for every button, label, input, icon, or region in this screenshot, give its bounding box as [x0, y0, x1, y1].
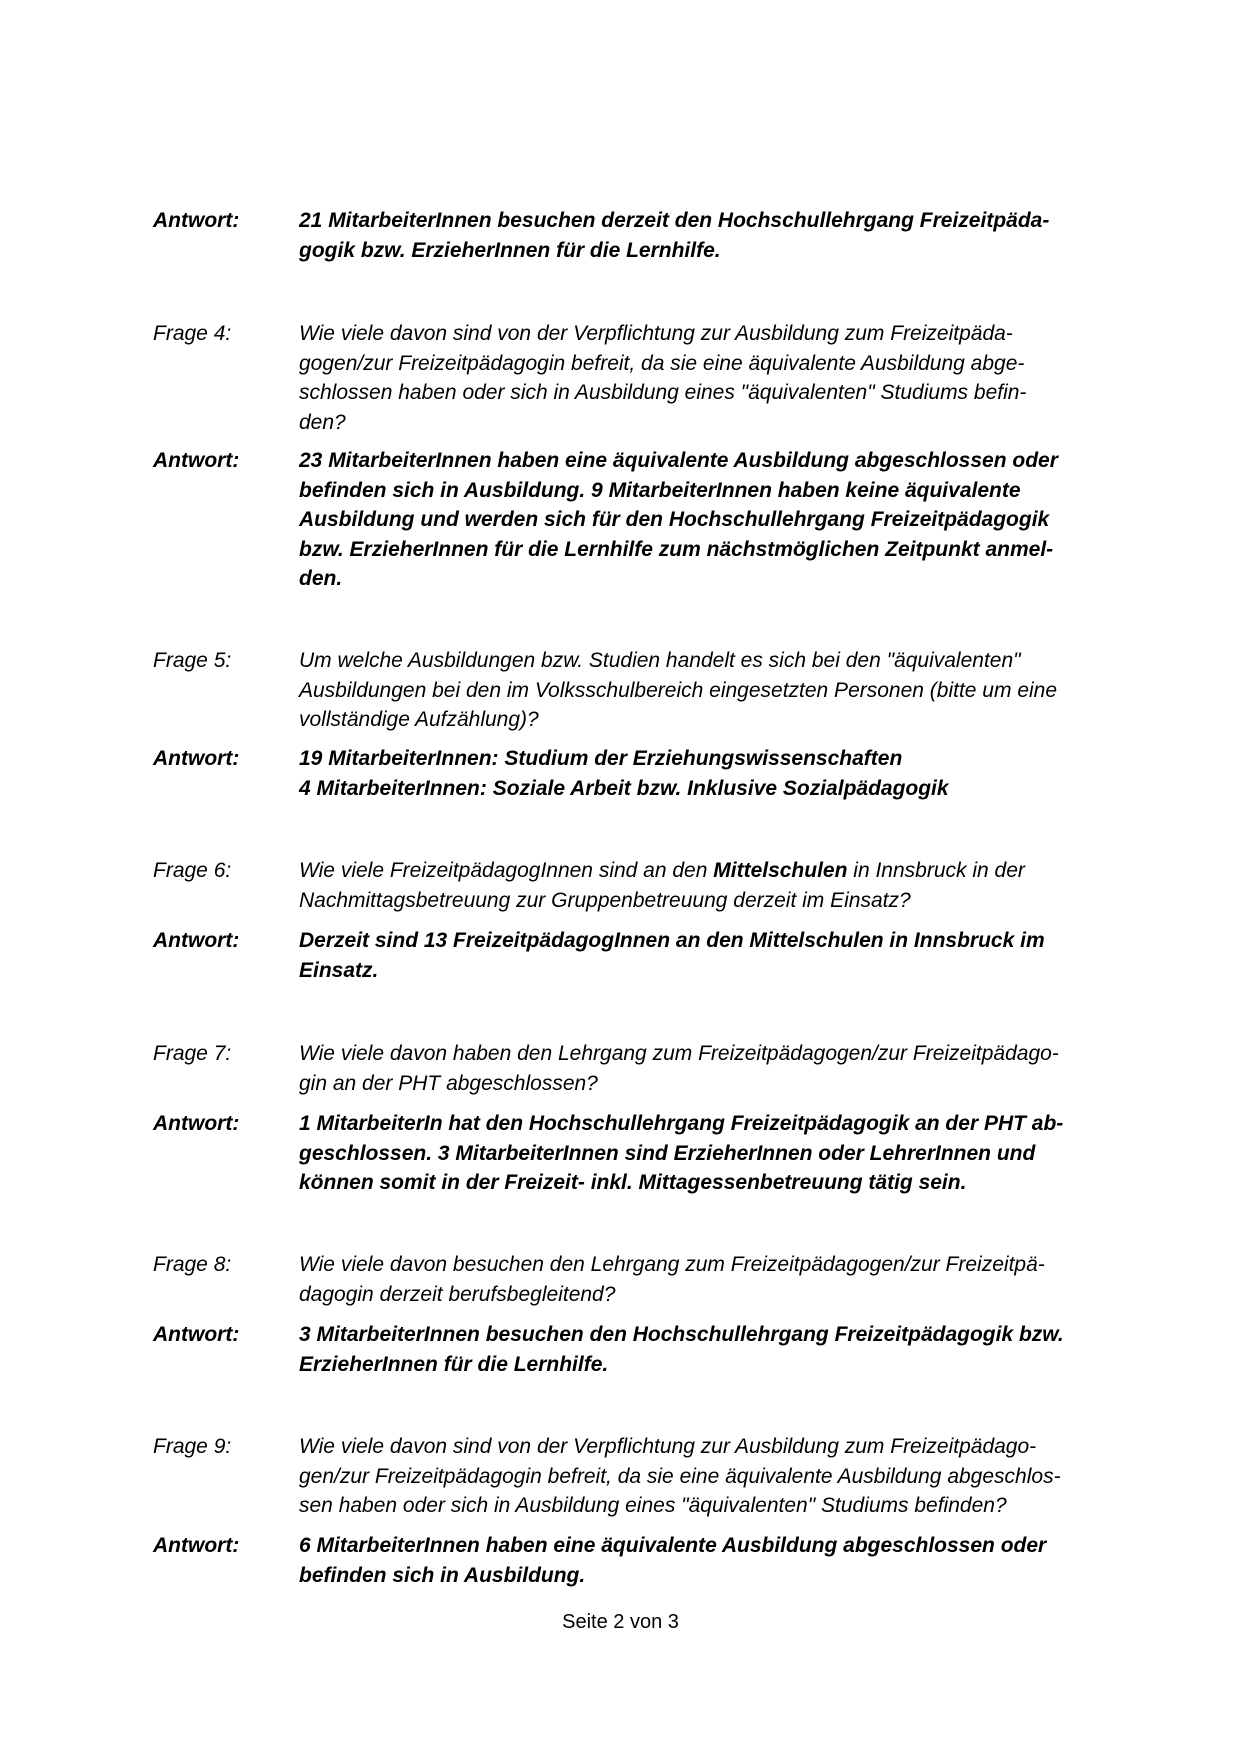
question-block-5 — [153, 646, 1143, 735]
question-text-emphasis: Mittelschulen — [713, 859, 848, 882]
answer-text: Derzeit sind 13 FreizeitpädagogInnen an den Mittelschulen in Innsbruck im Einsatz. — [299, 929, 1045, 982]
question-label: Frage 4: — [153, 322, 232, 345]
answer-label: Antwort: — [153, 1112, 240, 1135]
answer-label: Antwort: — [153, 1534, 240, 1557]
question-block-9 — [153, 1432, 1143, 1521]
question-label: Frage 7: — [153, 1042, 232, 1065]
question-text: Wie viele davon sind von der Verpflichtung zur Ausbildung zum Freizeitpädago- gen/zur Freizeitpädagogin befreit, da sie eine äquivalente Ausbildung abgeschlos- sen haben oder sich in Ausbildung eines "äquivalenten" Studiums befinden? — [299, 1435, 1061, 1517]
answer-text: 3 MitarbeiterInnen besuchen den Hochschullehrgang Freizeitpädagogik bzw. ErzieherInnen für die Lernhilfe. — [299, 1323, 1064, 1376]
question-block-6 — [153, 856, 1143, 915]
answer-block-5 — [153, 744, 1143, 803]
answer-text: 6 MitarbeiterInnen haben eine äquivalente Ausbildung abgeschlossen oder befinden sich in Ausbildung. — [299, 1534, 1047, 1587]
answer-label: Antwort: — [153, 1323, 240, 1346]
answer-label: Antwort: — [153, 929, 240, 952]
question-text: Um welche Ausbildungen bzw. Studien handelt es sich bei den "äquivalenten" Ausbildungen bei den im Volksschulbereich eingesetzten Personen (bitte um eine vollständige Aufzählung)? — [299, 649, 1058, 731]
question-label: Frage 5: — [153, 649, 232, 672]
answer-block-4 — [153, 446, 1143, 594]
answer-text: 23 MitarbeiterInnen haben eine äquivalente Ausbildung abgeschlossen oder befinden sich in Ausbildung. 9 MitarbeiterInnen haben keine äquivalente Ausbildung und werden sich für den Hochschullehrgang Freizeitpädagogik bzw. ErzieherInnen für die Lernhilfe zum nächstmöglichen Zeitpunkt anmel- den. — [299, 449, 1058, 590]
question-text-part: Wie viele FreizeitpädagogInnen sind an den — [299, 859, 714, 882]
question-label: Frage 9: — [153, 1435, 232, 1458]
answer-block-7 — [153, 1109, 1143, 1198]
answer-block-9 — [153, 1531, 1143, 1590]
question-block-8 — [153, 1250, 1143, 1309]
page-number: Seite 2 von 3 — [562, 1611, 679, 1633]
question-block-4 — [153, 319, 1143, 437]
answer-text: 21 MitarbeiterInnen besuchen derzeit den Hochschullehrgang Freizeitpäda- gogik bzw. ErzieherInnen für die Lernhilfe. — [299, 209, 1050, 262]
answer-block-8 — [153, 1320, 1143, 1379]
answer-label: Antwort: — [153, 747, 240, 770]
question-text: Wie viele davon besuchen den Lehrgang zum Freizeitpädagogen/zur Freizeitpä- dagogin derzeit berufsbegleitend? — [299, 1253, 1045, 1306]
answer-block-6 — [153, 926, 1143, 985]
question-label: Frage 8: — [153, 1253, 232, 1276]
question-text: Wie viele davon sind von der Verpflichtung zur Ausbildung zum Freizeitpäda- gogen/zur Freizeitpädagogin befreit, da sie eine äquivalente Ausbildung abge- schlossen haben oder sich in Ausbildung eines "äquivalenten" Studiums befin- den? — [299, 322, 1027, 434]
answer-label: Antwort: — [153, 209, 240, 232]
question-text — [299, 856, 1143, 915]
answer-text: 1 MitarbeiterIn hat den Hochschullehrgang Freizeitpädagogik an der PHT ab- geschlossen. 3 MitarbeiterInnen sind ErzieherInnen oder LehrerInnen und können somit in der Freizeit- inkl. Mittagessenbetreuung tätig sein. — [299, 1112, 1064, 1194]
answer-label: Antwort: — [153, 449, 240, 472]
question-text: Wie viele davon haben den Lehrgang zum Freizeitpädagogen/zur Freizeitpädago- gin an der PHT abgeschlossen? — [299, 1042, 1059, 1095]
answer-text: 19 MitarbeiterInnen: Studium der Erziehungswissenschaften 4 MitarbeiterInnen: Soziale Arbeit bzw. Inklusive Sozialpädagogik — [299, 747, 949, 800]
question-text-part: in Innsbruck in der Nachmittagsbetreuung zur Gruppenbetreuung derzeit im Einsatz? — [299, 859, 1025, 912]
answer-block-3 — [153, 206, 1143, 265]
question-block-7 — [153, 1039, 1143, 1098]
question-label: Frage 6: — [153, 859, 232, 882]
